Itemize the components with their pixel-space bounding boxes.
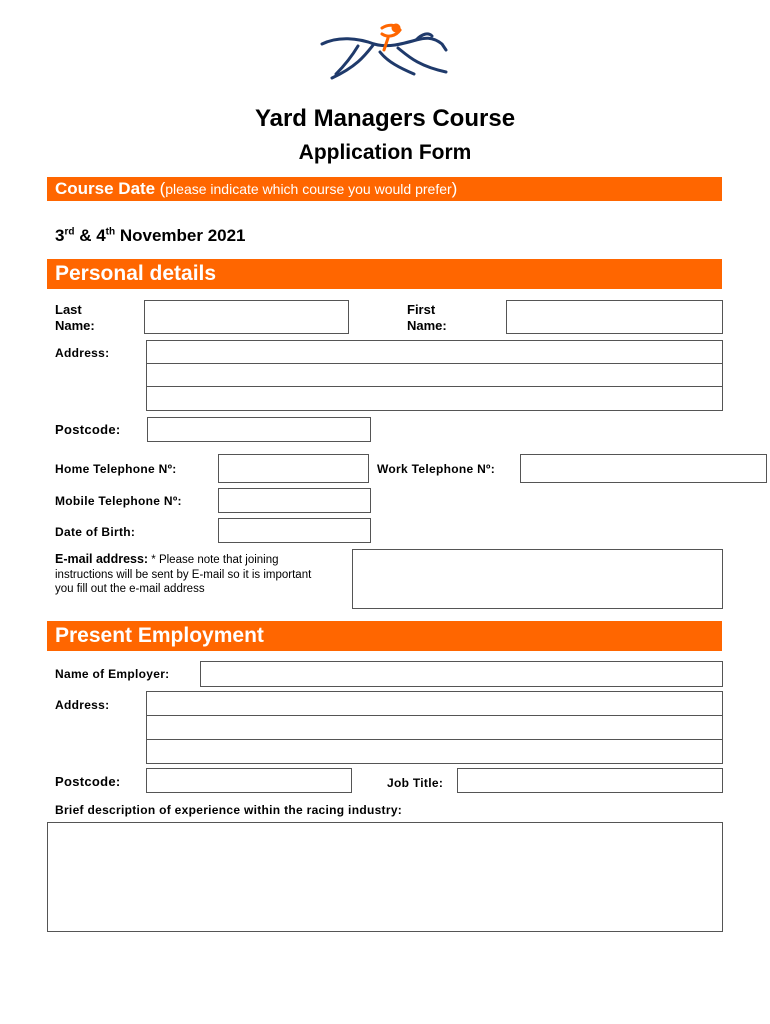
employment-postcode-label: Postcode: <box>55 774 121 789</box>
last-name-label-line1: Last <box>55 302 82 317</box>
employment-address-line-2-input[interactable] <box>146 715 723 740</box>
present-employment-heading: Present Employment <box>47 621 722 651</box>
work-telephone-input[interactable] <box>520 454 767 483</box>
job-title-input[interactable] <box>457 768 723 793</box>
course-date-paren-close: ) <box>451 179 458 198</box>
email-label: E-mail address: <box>55 552 149 566</box>
home-telephone-input[interactable] <box>218 454 369 483</box>
course-date-note: please indicate which course you would prefer <box>165 181 452 197</box>
date-of-birth-input[interactable] <box>218 518 371 543</box>
horse-logo-icon <box>318 22 452 84</box>
employer-label: Name of Employer: <box>55 667 170 681</box>
employment-postcode-input[interactable] <box>146 768 352 793</box>
first-name-label-line1: First <box>407 302 436 317</box>
employment-address-label: Address: <box>55 698 110 712</box>
last-name-label <box>55 302 95 334</box>
course-date-amp: & 4 <box>74 226 106 245</box>
course-date-day2-sup: th <box>105 226 116 238</box>
address-label: Address: <box>55 346 110 360</box>
home-telephone-label: Home Telephone Nº: <box>55 462 177 476</box>
course-date-heading: Course Date <box>55 179 156 198</box>
date-of-birth-label: Date of Birth: <box>55 525 136 539</box>
course-date-day1: 3 <box>55 226 65 245</box>
first-name-label <box>407 302 447 334</box>
email-note-1: * Please note that joining <box>148 554 279 566</box>
course-date-bar <box>47 177 722 201</box>
employment-address-line-3-input[interactable] <box>146 739 723 764</box>
course-date-paren-open: ( <box>159 179 166 198</box>
course-date-rest: November 2021 <box>115 226 246 245</box>
personal-details-heading: Personal details <box>47 259 722 289</box>
email-input[interactable] <box>352 549 723 609</box>
last-name-input[interactable] <box>144 300 349 334</box>
mobile-telephone-input[interactable] <box>218 488 371 513</box>
address-line-2-input[interactable] <box>146 363 723 387</box>
first-name-input[interactable] <box>506 300 723 334</box>
mobile-telephone-label: Mobile Telephone Nº: <box>55 494 182 508</box>
experience-textarea[interactable] <box>47 822 723 932</box>
email-label-block <box>55 552 350 597</box>
email-note-3: you fill out the e-mail address <box>55 583 205 595</box>
first-name-label-line2: Name: <box>407 318 447 333</box>
postcode-label: Postcode: <box>55 422 121 437</box>
email-note-2: instructions will be sent by E-mail so it is important <box>55 568 312 581</box>
address-line-1-input[interactable] <box>146 340 723 364</box>
last-name-label-line2: Name: <box>55 318 95 333</box>
employer-input[interactable] <box>200 661 723 687</box>
experience-label: Brief description of experience within the racing industry: <box>55 803 403 817</box>
address-line-3-input[interactable] <box>146 386 723 411</box>
course-date-value <box>55 226 246 246</box>
job-title-label: Job Title: <box>387 776 444 790</box>
page-subtitle: Application Form <box>298 141 472 164</box>
work-telephone-label: Work Telephone Nº: <box>377 462 496 476</box>
postcode-input[interactable] <box>147 417 371 442</box>
page-title: Yard Managers Course <box>254 105 516 132</box>
course-date-day1-sup: rd <box>64 226 75 238</box>
employment-address-line-1-input[interactable] <box>146 691 723 716</box>
